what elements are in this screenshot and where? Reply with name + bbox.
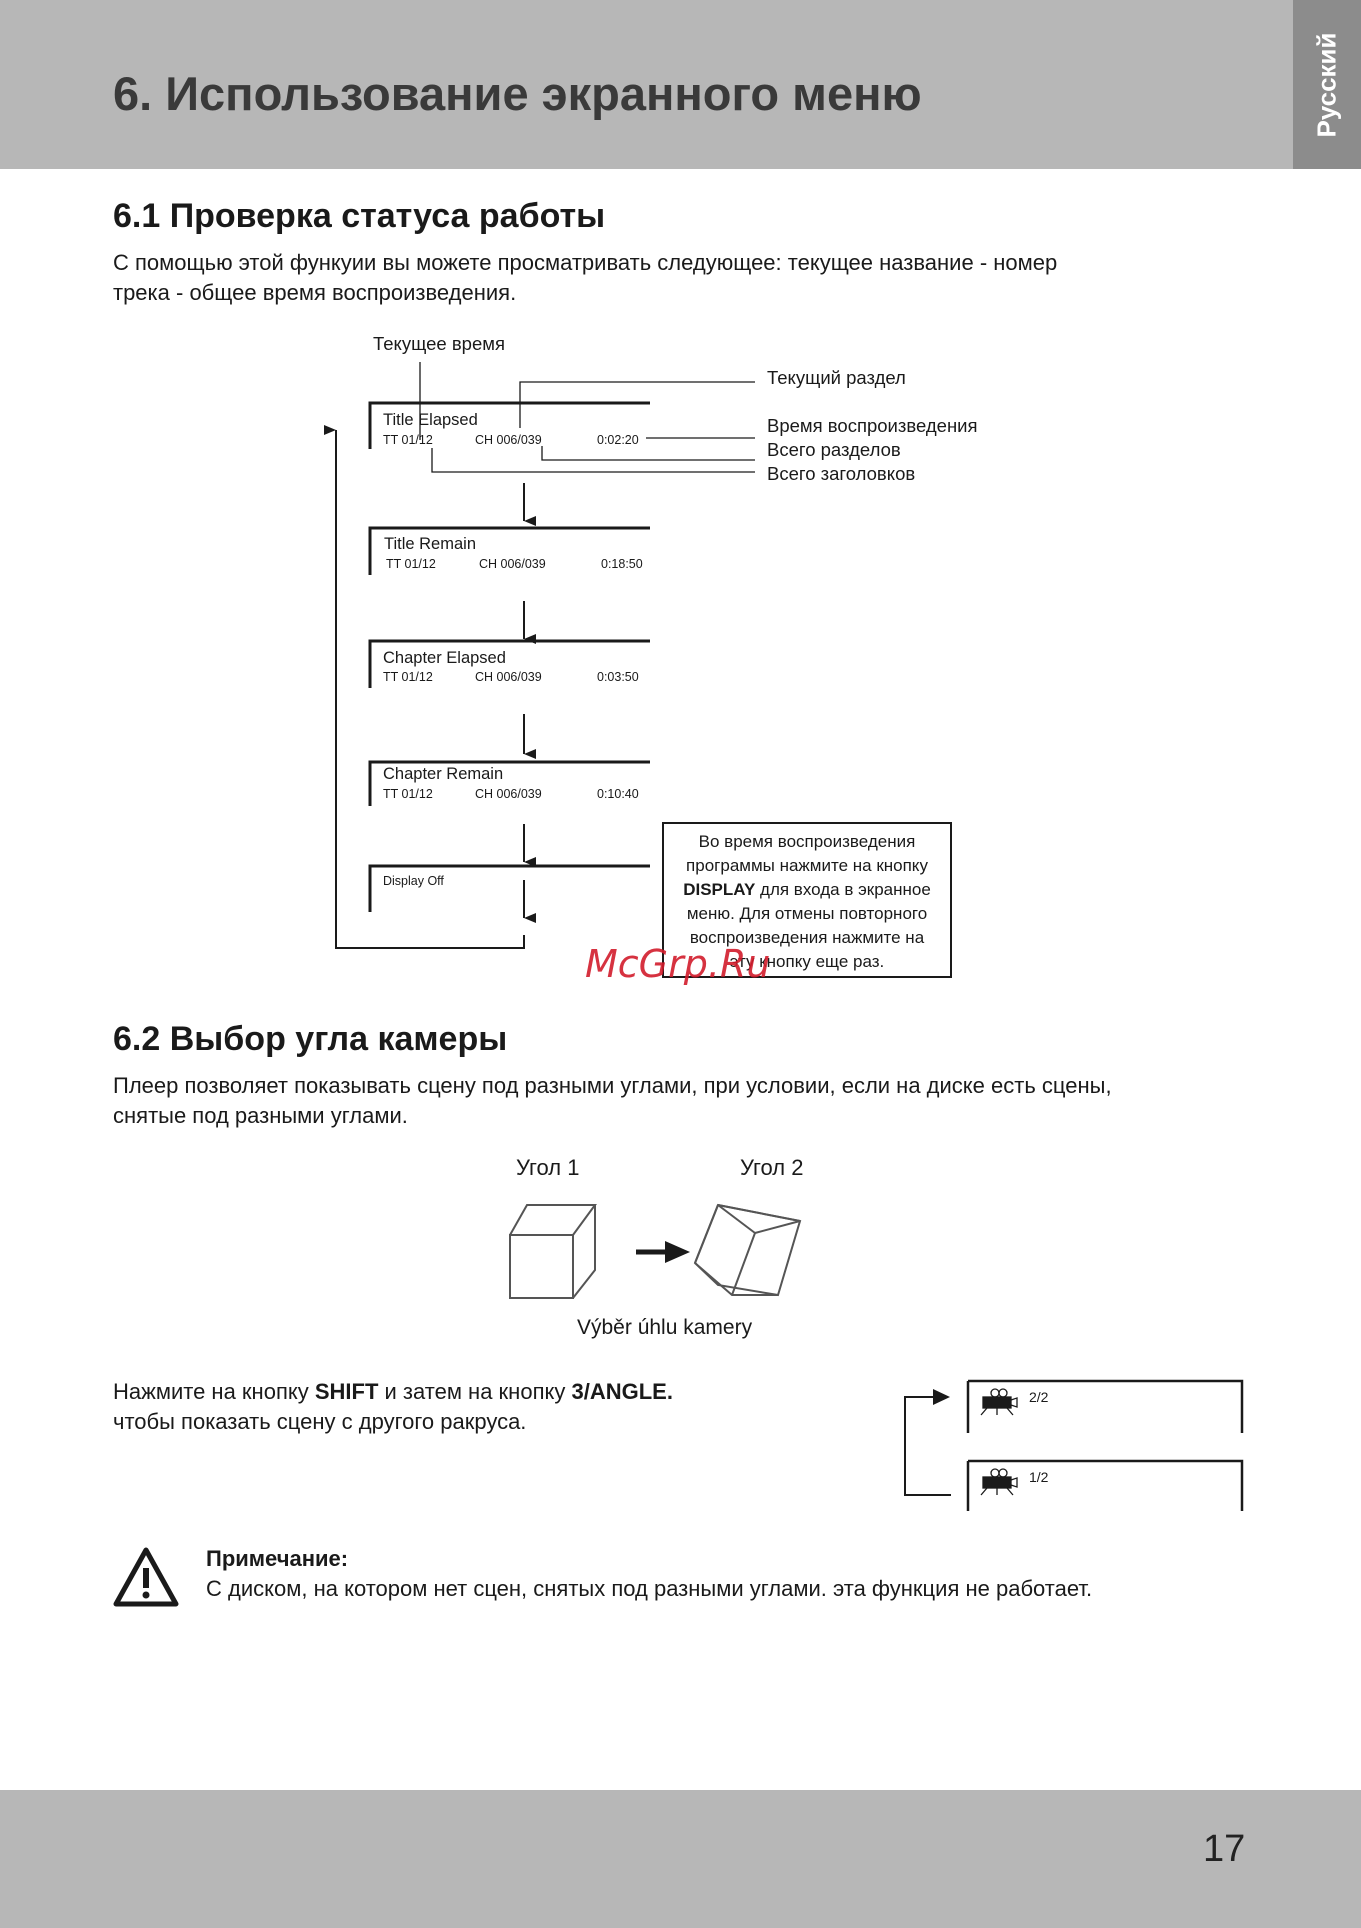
callout-total-chapters: Всего разделов xyxy=(767,439,901,460)
angle-loop-line xyxy=(905,1397,951,1495)
language-tab-label: Русский xyxy=(1311,31,1342,138)
callout-total-titles: Всего заголовков xyxy=(767,463,916,484)
section-heading-6-2: 6.2 Выбор угла камеры xyxy=(113,1020,508,1058)
osd-screen-title: Chapter Elapsed xyxy=(383,649,506,667)
callout-line-total-chapters xyxy=(542,446,755,460)
angle-display-current: 1/2 xyxy=(1029,1469,1049,1485)
angle-key-name: 3/ANGLE. xyxy=(571,1379,673,1404)
page-title: 6. Использование экранного меню xyxy=(113,67,922,120)
callout-line-current-chapter xyxy=(520,382,755,428)
osd-time: 0:10:40 xyxy=(597,787,639,801)
osd-title-count: TT 01/12 xyxy=(383,670,433,684)
osd-title-count: TT 01/12 xyxy=(386,557,436,571)
cube-angle-2 xyxy=(695,1205,800,1295)
callout-current-time: Текущее время xyxy=(373,333,505,354)
osd-chapter-count: CH 006/039 xyxy=(475,433,542,447)
osd-chapter-count: CH 006/039 xyxy=(475,787,542,801)
intro-line: снятые под разными углами. xyxy=(113,1103,408,1128)
page-footer-band xyxy=(0,1790,1361,1928)
callout-current-chapter: Текущий раздел xyxy=(767,367,906,388)
instruction-line: меню. Для отмены повторного xyxy=(686,904,928,923)
section-heading-6-1: 6.1 Проверка статуса работы xyxy=(113,197,606,235)
note-text: С диском, на котором нет сцен, снятых под разными углами. эта функция не работает. xyxy=(206,1576,1093,1601)
osd-screen-title: Chapter Remain xyxy=(383,765,504,783)
angle-1-label: Угол 1 xyxy=(516,1155,580,1180)
page-number: 17 xyxy=(1203,1828,1246,1870)
instruction-line: чтобы показать сцену с другого ракруса. xyxy=(113,1409,527,1434)
note-title: Примечание: xyxy=(206,1546,349,1571)
intro-line: С помощью этой функуии вы можете просматривать следующее: текущее название - номер xyxy=(113,250,1058,275)
intro-line: Плеер позволяет показывать сцену под разными углами, при условии, если на диске есть сцены, xyxy=(113,1073,1112,1098)
osd-screen-title: Display Off xyxy=(383,874,444,888)
camera-angle-illustration xyxy=(500,1195,840,1305)
instruction-line: эту кнопку еще раз. xyxy=(729,952,885,971)
osd-time: 0:18:50 xyxy=(601,557,643,571)
angle-arrow-icon xyxy=(636,1241,690,1263)
instruction-line: программы нажмите на кнопку xyxy=(686,856,928,875)
intro-line: трека - общее время воспроизведения. xyxy=(113,280,517,305)
watermark: McGrp.Ru xyxy=(585,942,771,986)
osd-time: 0:02:20 xyxy=(597,433,639,447)
angle-osd-diagram xyxy=(895,1370,1250,1515)
flow-loop-line xyxy=(336,443,524,948)
section-6-2-intro xyxy=(113,1071,1293,1131)
warning-icon xyxy=(112,1546,180,1608)
osd-time: 0:03:50 xyxy=(597,670,639,684)
osd-title-count: TT 01/12 xyxy=(383,433,433,447)
angle-instructions xyxy=(113,1377,873,1437)
shift-key-name: SHIFT xyxy=(314,1379,379,1404)
instruction-line: DISPLAY для входа в экранное xyxy=(683,880,931,899)
instruction-line: Во время воспроизведения xyxy=(698,832,916,851)
angle-loop-arrow xyxy=(933,1389,950,1405)
osd-title-count: TT 01/12 xyxy=(383,787,433,801)
angle-display-current: 2/2 xyxy=(1029,1389,1049,1405)
osd-screen-title: Title Remain xyxy=(384,535,476,553)
angle-2-label: Угол 2 xyxy=(740,1155,804,1180)
osd-screen-frame xyxy=(370,866,650,912)
cube-angle-1 xyxy=(510,1205,595,1298)
osd-chapter-count: CH 006/039 xyxy=(479,557,546,571)
camera-icon xyxy=(981,1389,1017,1415)
osd-screen-title: Title Elapsed xyxy=(383,411,478,429)
instruction-line: Нажмите на кнопку SHIFT и затем на кнопку 3/ANGLE. xyxy=(113,1379,673,1404)
osd-chapter-count: CH 006/039 xyxy=(475,670,542,684)
instruction-line: воспроизведения нажмите на xyxy=(689,928,925,947)
callout-playback-time: Время воспроизведения xyxy=(767,415,978,436)
angle-caption: Výběr úhlu kamery xyxy=(577,1316,753,1339)
camera-icon xyxy=(981,1469,1017,1495)
display-key-name: DISPLAY xyxy=(683,880,756,899)
